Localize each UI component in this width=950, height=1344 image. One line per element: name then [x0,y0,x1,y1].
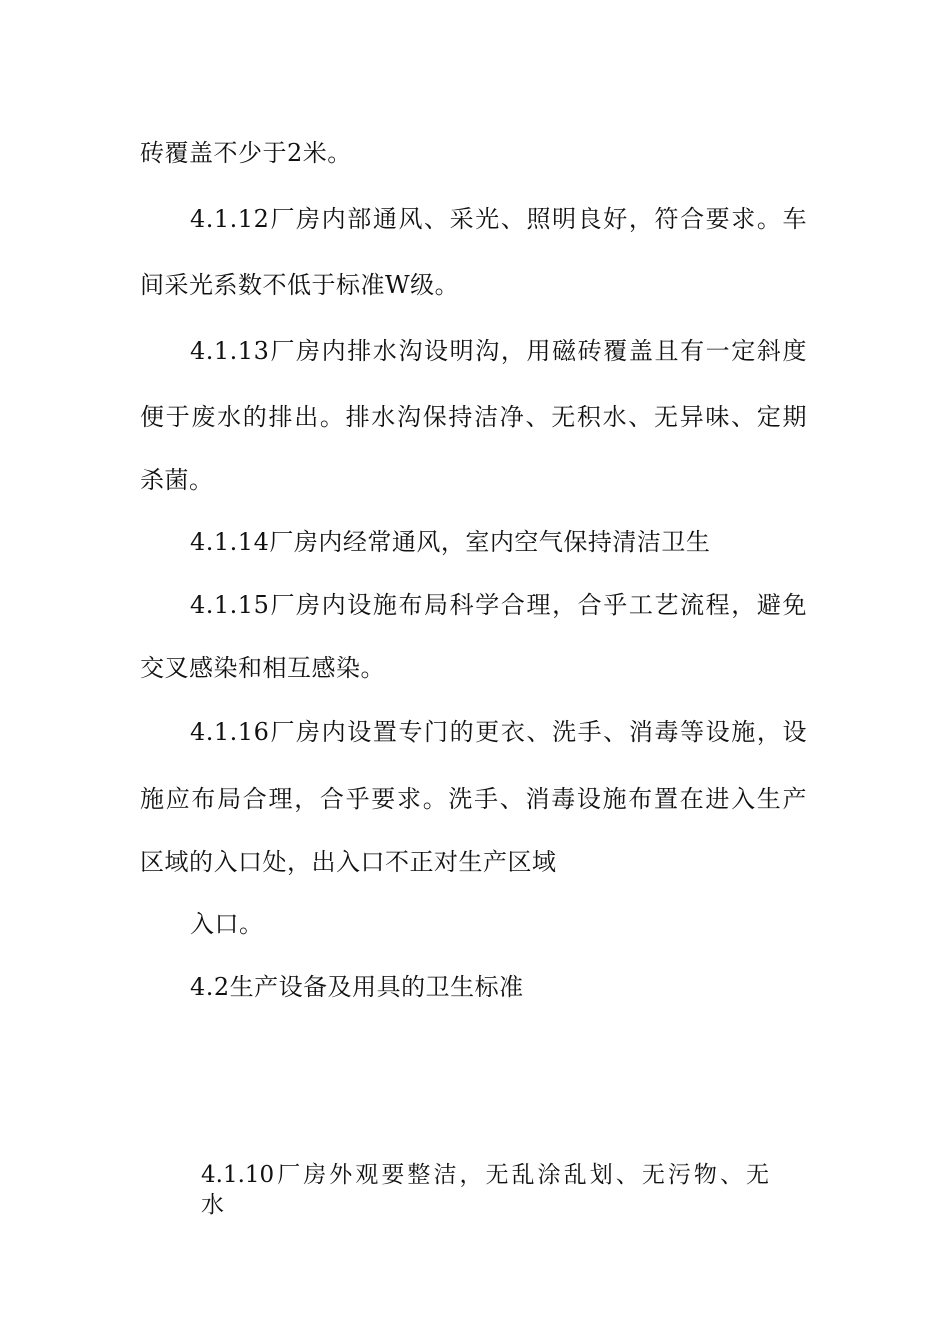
text-line: 水 [201,1192,224,1218]
text-line: 4.1.14厂房内经常通风，室内空气保持清洁卫生 [190,528,711,556]
text-line: 4.1.15厂房内设施布局科学合理，合乎工艺流程，避免 [190,591,807,619]
text-line: 4.1.16厂房内设置专门的更衣、洗手、消毒等设施，设 [190,718,807,746]
text-line: 4.1.10厂房外观要整洁，无乱涂乱划、无污物、无 [201,1162,769,1188]
text-line: 杀菌。 [140,466,214,494]
text-line: 入口。 [190,910,264,938]
text-line: 便于废水的排出。排水沟保持洁净、无积水、无异味、定期 [140,403,807,431]
footer-paragraph [201,1160,771,1220]
text-line: 4.1.12厂房内部通风、采光、照明良好，符合要求。车 [190,205,807,233]
text-line: 施应布局合理，合乎要求。洗手、消毒设施布置在进入生产 [140,785,807,813]
text-line: 砖覆盖不少于2米。 [140,139,352,167]
text-line: 区域的入口处，出入口不正对生产区域 [140,848,557,876]
text-line: 4.2生产设备及用具的卫生标准 [190,973,524,1001]
text-line: 间采光系数不低于标准W级。 [140,271,460,299]
text-line: 4.1.13厂房内排水沟设明沟，用磁砖覆盖且有一定斜度 [190,337,807,365]
text-line: 交叉感染和相互感染。 [140,654,385,682]
